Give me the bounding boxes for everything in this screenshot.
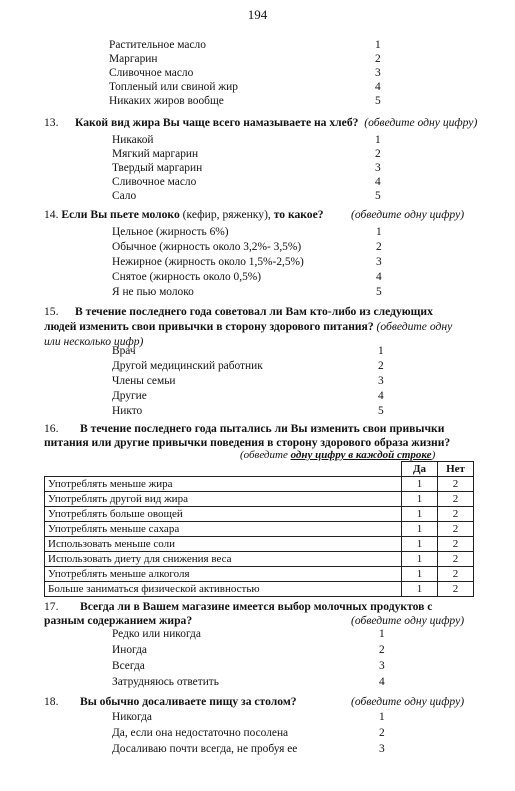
list-item: Никакой 1	[112, 134, 381, 146]
table-row: Употреблять больше овощей 1 2	[45, 507, 474, 522]
answer-yes[interactable]: 1	[401, 522, 437, 537]
answer-no[interactable]: 2	[437, 492, 473, 507]
question-13-text: Какой вид жира Вы чаще всего намазываете на хлеб? (обведите одну цифру)	[75, 116, 478, 129]
answer-no[interactable]: 2	[437, 507, 473, 522]
list-item: Я не пью молоко 5	[112, 286, 382, 298]
list-item: Никогда 1	[112, 711, 385, 723]
question-14-text: 14. Если Вы пьете молоко (кефир, ряженку), то какое? (обведите одну цифру)	[44, 208, 465, 221]
list-item: Сало 5	[112, 190, 381, 202]
answer-yes[interactable]: 1	[401, 552, 437, 567]
list-item: Другие 4	[112, 390, 384, 402]
question-number: 17.	[44, 600, 59, 613]
list-item: Врач 1	[112, 345, 384, 357]
question-number: 13.	[44, 116, 59, 129]
list-item: Никто 5	[112, 405, 384, 417]
list-item: Топленый или свиной жир 4	[109, 81, 381, 93]
list-item: Другой медицинский работник 2	[112, 360, 384, 372]
list-item: Маргарин 2	[109, 53, 381, 65]
table-row: Употреблять другой вид жира 1 2	[45, 492, 474, 507]
answer-yes[interactable]: 1	[401, 537, 437, 552]
answer-no[interactable]: 2	[437, 582, 473, 597]
table-header	[45, 462, 474, 477]
list-item: Сливочное масло 3	[109, 67, 381, 79]
list-item: Всегда 3	[112, 660, 385, 672]
answer-no[interactable]: 2	[437, 477, 473, 492]
list-item: Твердый маргарин 3	[112, 162, 381, 174]
answer-yes[interactable]: 1	[401, 507, 437, 522]
col-yes-header: Да	[401, 462, 437, 477]
answer-no[interactable]: 2	[437, 522, 473, 537]
question-number: 18.	[44, 695, 59, 708]
page-number: 194	[247, 7, 268, 22]
list-item: Растительное масло 1	[109, 39, 381, 51]
question-17-text: Всегда ли в Вашем магазине имеется выбор молочных продуктов с	[80, 600, 433, 613]
table-row: Употреблять меньше алкоголя 1 2	[45, 567, 474, 582]
list-item: Досаливаю почти всегда, не пробуя ее 3	[112, 743, 385, 755]
question-15-text-3: или несколько цифр)	[44, 335, 144, 348]
answer-no[interactable]: 2	[437, 552, 473, 567]
question-15-text-2: людей изменить свои привычки в сторону здорового питания? (обведите одну	[44, 320, 453, 333]
list-item: Никаких жиров вообще 5	[109, 95, 381, 107]
answer-no[interactable]: 2	[437, 537, 473, 552]
list-item: Нежирное (жирность около 1,5%-2,5%) 3	[112, 256, 382, 268]
question-16-text-2: питания или другие привычки поведения в сторону здорового образа жизни?	[44, 436, 451, 449]
answer-yes[interactable]: 1	[401, 567, 437, 582]
list-item: Иногда 2	[112, 644, 385, 656]
table-row: Использовать диету для снижения веса 1 2	[45, 552, 474, 567]
answer-yes[interactable]: 1	[401, 492, 437, 507]
question-16-instruction: (обведите одну цифру в каждой строке)	[240, 449, 436, 461]
question-number: 15.	[44, 305, 59, 318]
table-row: Больше заниматься физической активностью 1 2	[45, 582, 474, 597]
list-item: Редко или никогда 1	[112, 628, 385, 640]
question-16-text: В течение последнего года пытались ли Вы изменить свои привычки	[80, 422, 445, 435]
table-row: Употреблять меньше жира 1 2	[45, 477, 474, 492]
col-no-header: Нет	[437, 462, 473, 477]
list-item: Сливочное масло 4	[112, 176, 381, 188]
list-item: Затрудняюсь ответить 4	[112, 676, 385, 688]
question-number: 16.	[44, 422, 59, 435]
question-17-text-2: разным содержанием жира? (обведите одну цифру)	[44, 614, 465, 627]
list-item: Да, если она недостаточно посолена 2	[112, 727, 385, 739]
list-item: Обычное (жирность около 3,2%- 3,5%) 2	[112, 241, 382, 253]
table-row: Употреблять меньше сахара 1 2	[45, 522, 474, 537]
question-18-text: Вы обычно досаливаете пищу за столом? (обведите одну цифру)	[80, 695, 465, 708]
answer-no[interactable]: 2	[437, 567, 473, 582]
question-15-text: В течение последнего года советовал ли Вам кто-либо из следующих	[75, 305, 433, 318]
answer-yes[interactable]: 1	[401, 477, 437, 492]
answer-yes[interactable]: 1	[401, 582, 437, 597]
list-item: Члены семьи 3	[112, 375, 384, 387]
table-row: Использовать меньше соли 1 2	[45, 537, 474, 552]
list-item: Цельное (жирность 6%) 1	[112, 226, 382, 238]
list-item: Мягкий маргарин 2	[112, 148, 381, 160]
list-item: Снятое (жирность около 0,5%) 4	[112, 271, 382, 283]
behavior-change-table	[44, 461, 474, 597]
